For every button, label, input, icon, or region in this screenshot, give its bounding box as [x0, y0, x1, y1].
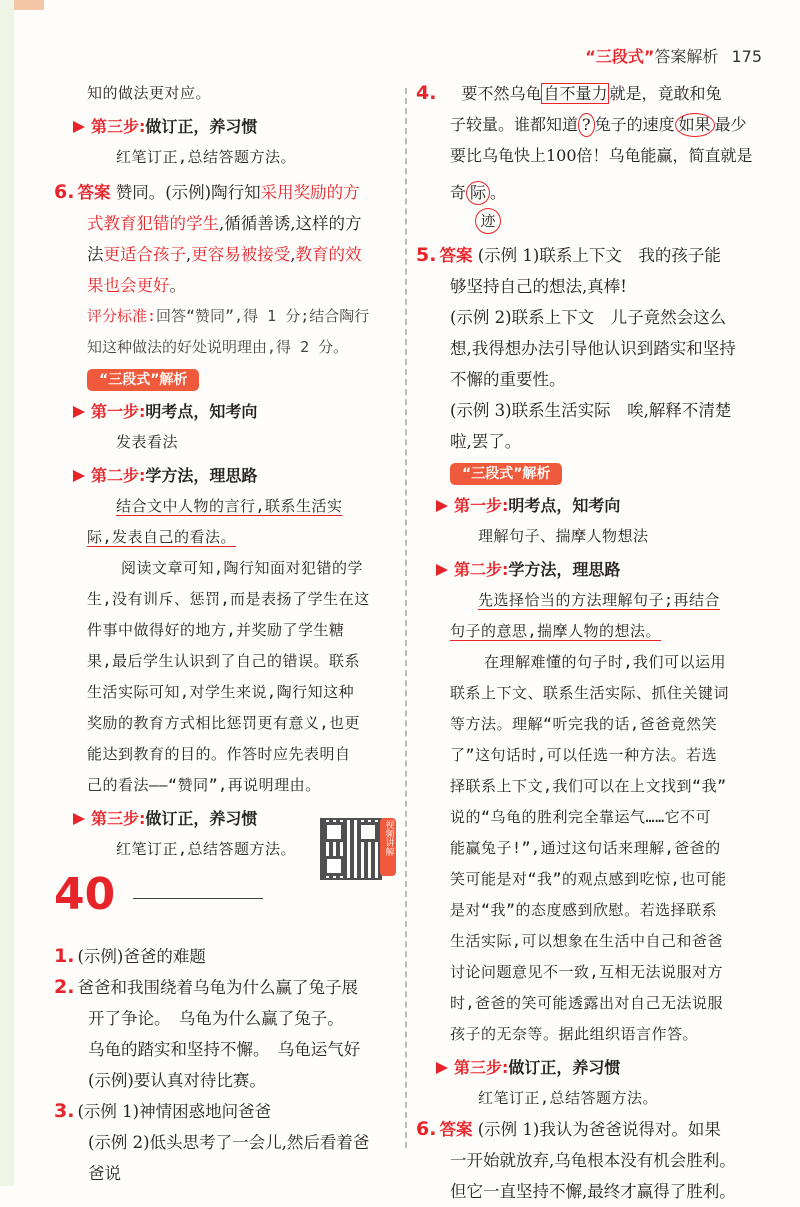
para-line: 生,没有训斥、惩罚,而是表扬了学生在这 [87, 590, 370, 608]
step1-heading: 第一步:明考点，知考向 [416, 490, 756, 521]
para-line: 等方法。理解“听完我的话,爸爸竟然笑 [450, 715, 718, 733]
analysis-paragraph [416, 647, 756, 1050]
step2-heading: 第二步:学方法，理思路 [416, 554, 756, 585]
para-line: 在理解难懂的句子时,我们可以运用 [484, 653, 727, 671]
analysis-badge: “三段式”解析 [450, 463, 562, 485]
answer-label: 答案 [439, 1120, 473, 1139]
arrow-icon [73, 406, 85, 418]
answers-40: 1. (示例)爸爸的难题 2. 爸爸和我围绕着乌龟为什么赢了兔子展 开了争论。 乌龟为什么赢了兔子。 乌龟的踏实和坚持不懈。 乌龟运气好 (示例)要认真对待比赛。 3. (示例 1)神情困惑地问爸爸 (示例 2)低头思考了一会儿,然后看着爸 爸说 [54, 941, 394, 1189]
answer-3-line: (示例 1)神情困惑地问爸爸 [77, 1102, 272, 1121]
step2-note-line1: 结合文中人物的言行,联系生活实 [116, 497, 343, 515]
step2-note-line2: 句子的意思,揣摩人物的想法。 [450, 622, 662, 640]
circled-wrong-char: 际 [466, 181, 490, 205]
answer-label: 答案 [77, 183, 111, 202]
para-line: 讨论问题意见不一致,互相无法说服对方 [450, 963, 724, 981]
correction-char: 迹 [475, 208, 501, 234]
circled-mark: ? [578, 113, 595, 137]
right-column [416, 78, 756, 1207]
qr-code[interactable] [320, 818, 382, 880]
para-line: 是对“我”的态度感到欣慰。若选择联系 [450, 901, 718, 919]
para-line: 果,最后学生认识到了自己的错误。联系 [87, 652, 361, 670]
para-line: 能达到教育的目的。作答时应先表明自 [87, 745, 351, 763]
boxed-word: 自不量力 [543, 84, 608, 103]
para-line: 了”这句话时,可以任选一种方法。若选 [450, 746, 718, 764]
scoring-criteria: 评分标准:回答“赞同”,得 1 分;结合陶行 知这种做法的好处说明理由,得 2 分。 [87, 307, 370, 356]
page-number: 175 [731, 47, 762, 66]
answer-6: 6. 答案 赞同。(示例)陶行知采用奖励的方 式教育犯错的学生,循循善诱,这样的方 法更适合孩子,更容易被接受,教育的效 果也会更好。 [54, 181, 362, 295]
answer-3-line: (示例 2)低头思考了一会儿,然后看着爸 [88, 1133, 370, 1152]
step3b-heading: 第三步:做订正，养习惯 [54, 803, 394, 834]
answer-4: 4. 要不然乌龟 自不量力 就是，竟敢和兔 子较量。谁都知道 ? 兔子的速度 如果 最少 要比乌龟快上100倍！乌龟能赢，简直就是 奇 际 。 迹 [416, 78, 756, 234]
para-line: 能赢兔子!”,通过这句话来理解,爸爸的 [450, 839, 721, 857]
step3-note: 红笔订正,总结答题方法。 [116, 148, 297, 166]
para-line: 生活实际可知,对学生来说,陶行知这种 [87, 683, 355, 701]
arrow-icon [436, 500, 448, 512]
step3-note: 红笔订正,总结答题方法。 [478, 1089, 659, 1107]
video-tag[interactable]: 视频讲解 [380, 818, 396, 876]
answer-2-line: 乌龟的踏实和坚持不懈。 乌龟运气好 [88, 1040, 361, 1059]
answer-2-line: 爸爸和我围绕着乌龟为什么赢了兔子展 [77, 978, 358, 997]
para-line: 时,爸爸的笑可能透露出对自己无法说服 [450, 994, 724, 1012]
answer-1: (示例)爸爸的难题 [77, 947, 206, 966]
step3-heading: 第三步:做订正，养习惯 [416, 1052, 756, 1083]
answer-label: 答案 [439, 246, 473, 265]
arrow-icon [436, 1062, 448, 1074]
lesson-heading [54, 869, 394, 935]
arrow-icon [73, 813, 85, 825]
step1-note: 理解句子、揣摩人物想法 [478, 527, 649, 545]
answer-6-right: 6. 答案 (示例 1)我认为爸爸说得对。如果 一开始就放弃,乌龟根本没有机会胜利。 但它一直坚持不懈,最终才赢得了胜利。 [416, 1118, 736, 1201]
header-brand: “三段式” [585, 47, 655, 66]
analysis-paragraph [54, 553, 394, 801]
step1-heading: 第一步:明考点，知考向 [54, 396, 394, 427]
para-line: 己的看法——“赞同”,再说明理由。 [87, 776, 321, 794]
step2-heading: 第二步:学方法，理思路 [54, 460, 394, 491]
step2-note-line1: 先选择恰当的方法理解句子;再结合 [478, 591, 721, 609]
corner-mark [14, 0, 44, 10]
para-line: 奖励的教育方式相比惩罚更有意义,也更 [87, 714, 361, 732]
para-line: 件事中做得好的地方,并奖励了学生糖 [87, 621, 345, 639]
column-divider [405, 88, 407, 1148]
para-line: 生活实际,可以想象在生活中自己和爸爸 [450, 932, 724, 950]
step1-note: 发表看法 [116, 433, 179, 451]
continuation-line: 知的做法更对应。 [87, 84, 212, 102]
answer-3-line: 爸说 [88, 1164, 121, 1183]
para-line: 说的“乌龟的胜利完全靠运气……它不可 [450, 808, 712, 826]
para-line: 阅读文章可知,陶行知面对犯错的学 [121, 559, 364, 577]
answer-2-line: 开了争论。 乌龟为什么赢了兔子。 [88, 1009, 344, 1028]
circled-word: 如果 [675, 113, 715, 137]
arrow-icon [436, 564, 448, 576]
para-line: 笑可能是对“我”的观点感到吃惊,也可能 [450, 870, 727, 888]
analysis-badge: “三段式”解析 [87, 369, 199, 391]
step3b-note: 红笔订正,总结答题方法。 [116, 840, 297, 858]
arrow-icon [73, 121, 85, 133]
para-line: 择联系上下文,我们可以在上文找到“我” [450, 777, 727, 795]
para-line: 联系上下文、联系生活实际、抓住关键词 [450, 684, 730, 702]
answer-5: 5. 答案 (示例 1)联系上下文 我的孩子能 够坚持自己的想法,真棒! (示例 2)联系上下文 儿子竟然会这么 想,我得想办法引导他认识到踏实和坚持 不懈的重要性。 (示例 3)联系生活实际 唉,解释不清楚 啦,罢了。 [416, 244, 736, 451]
para-line: 孩子的无奈等。据此组织语言作答。 [450, 1025, 699, 1043]
left-column [54, 78, 394, 1189]
answer-2-line: (示例)要认真对待比赛。 [88, 1071, 266, 1090]
step2-note-line2: 际,发表自己的看法。 [87, 528, 237, 546]
page-edge [0, 0, 14, 1186]
lesson-number: 40 [54, 869, 116, 920]
header-title: 答案解析 [654, 47, 719, 66]
page-header [585, 44, 762, 67]
title-blank [133, 898, 263, 899]
arrow-icon [73, 470, 85, 482]
step3-heading: 第三步:做订正，养习惯 [54, 111, 394, 142]
